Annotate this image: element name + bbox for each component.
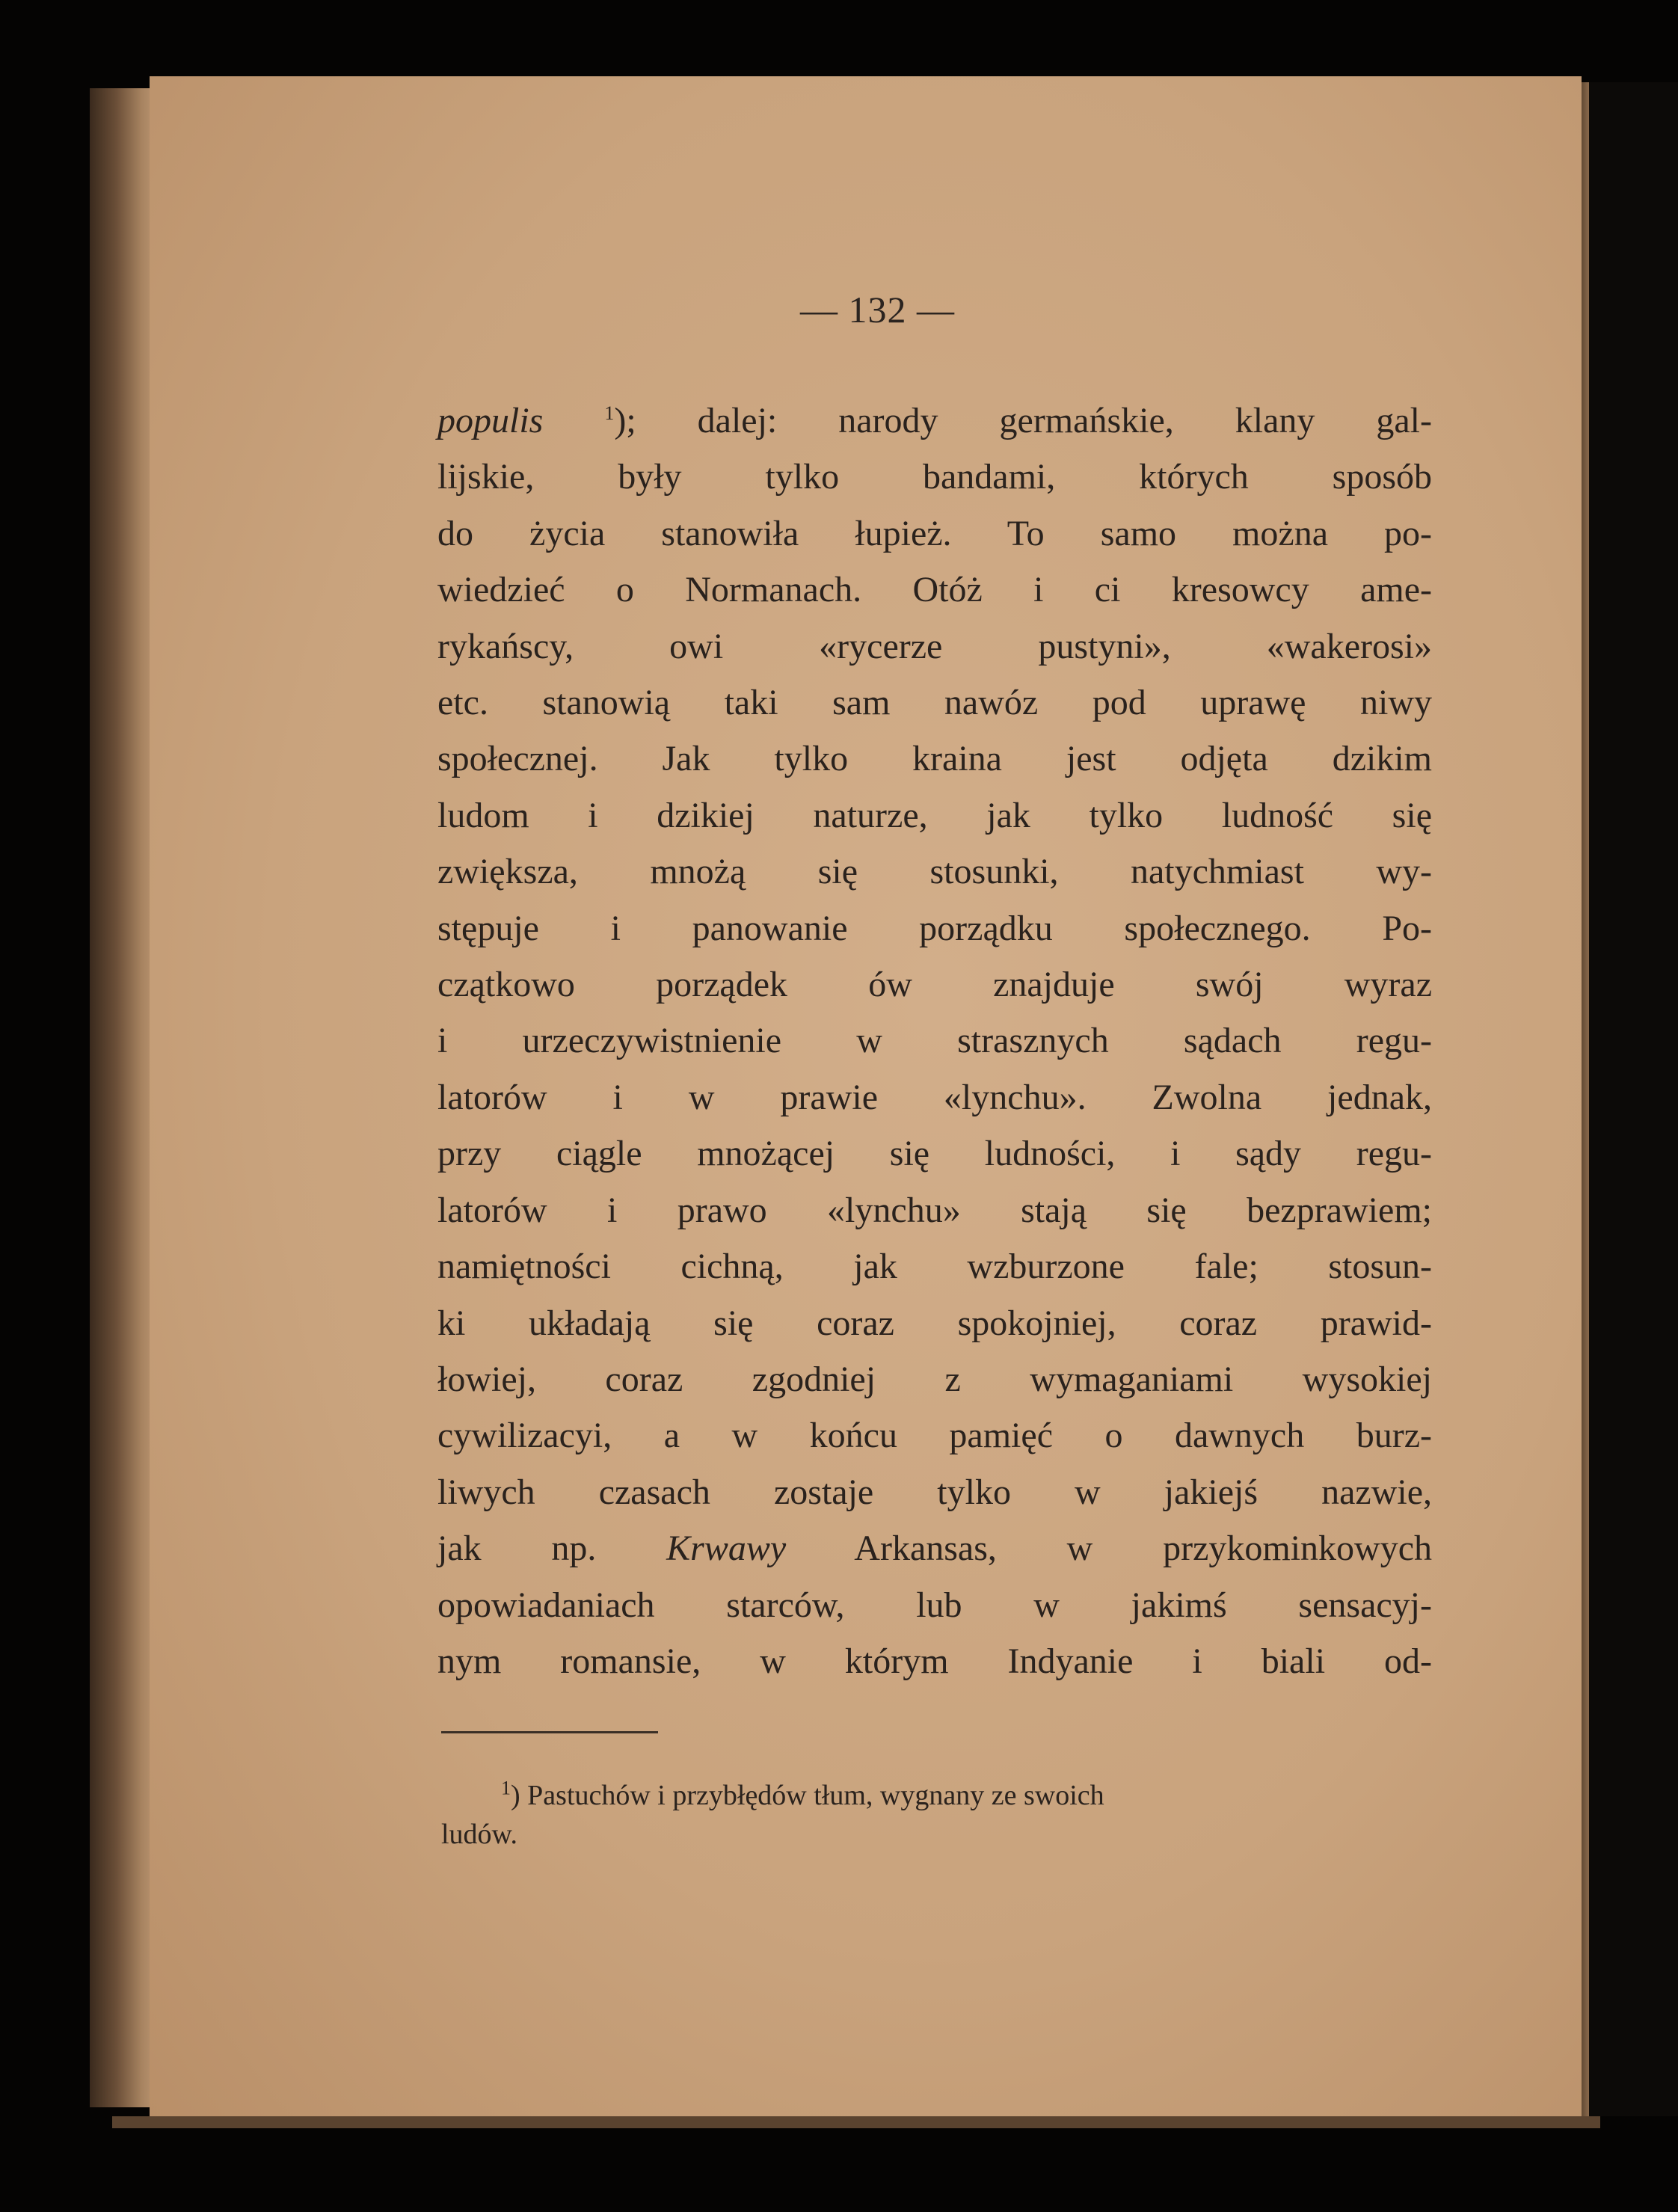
- text-line: jak np. Krwawy Arkansas, w przykominkowych: [437, 1529, 1433, 1569]
- text-line: latorów i prawo «lynchu» stają się bezprawiem;: [437, 1190, 1432, 1230]
- footnote-line: $^1$) Pastuchów i przybłędów tłum, wygnany ze swoich: [501, 1777, 1104, 1811]
- footnote-rule: [441, 1731, 658, 1733]
- body-text: [437, 393, 1432, 1689]
- text-line: liwych czasach zostaje tylko w jakiejś nazwie,: [437, 1472, 1432, 1512]
- text-line: społecznej. Jak tylko kraina jest odjęta dzikim: [437, 739, 1432, 779]
- footnote: [441, 1776, 1436, 1854]
- text-line: stępuje i panowanie porządku społecznego. Po-: [437, 908, 1432, 948]
- text-line: opowiadaniach starców, lub w jakimś sensacyj-: [437, 1585, 1432, 1625]
- footnote-marker: 1: [501, 1777, 511, 1799]
- text-line: cywilizacyi, a w końcu pamięć o dawnych burz-: [437, 1416, 1432, 1456]
- page-number: — 132 —: [800, 289, 955, 331]
- adjacent-page: [1589, 82, 1678, 2116]
- text-line: latorów i w prawie «lynchu». Zwolna jednak,: [437, 1077, 1432, 1117]
- text-line: i urzeczywistnienie w strasznych sądach regu-: [437, 1021, 1432, 1061]
- text-line: rykańscy, owi «rycerze pustyni», «wakerosi»: [437, 626, 1432, 666]
- text-line: łowiej, coraz zgodniej z wymaganiami wysokiej: [437, 1359, 1432, 1399]
- text-line: nym romansie, w którym Indyanie i biali od-: [437, 1641, 1432, 1681]
- text-line: populis $^1$); dalej: narody germańskie, klany gal-: [437, 401, 1432, 440]
- text-line: etc. stanowią taki sam nawóz pod uprawę niwy: [437, 683, 1432, 723]
- text-line: zwiększa, mnożą się stosunki, natychmiast wy-: [437, 852, 1432, 892]
- text-line: lijskie, były tylko bandami, których sposób: [437, 457, 1432, 497]
- text-line: namiętności cichną, jak wzburzone fale; stosun-: [437, 1247, 1432, 1287]
- text-line: czątkowo porządek ów znajduje swój wyraz: [437, 965, 1432, 1005]
- text-line: ludom i dzikiej naturze, jak tylko ludność się: [437, 795, 1432, 835]
- text-line: wiedzieć o Normanach. Otóż i ci kresowcy ame-: [437, 570, 1432, 610]
- text-line: do życia stanowiła łupież. To samo można po-: [437, 513, 1432, 553]
- page-bottom-edge: [112, 2116, 1600, 2128]
- text-line: przy ciągle mnożącej się ludności, i sądy regu-: [437, 1134, 1432, 1174]
- text-line: ki układają się coraz spokojniej, coraz prawid-: [437, 1303, 1432, 1343]
- footnote-line: ludów.: [441, 1819, 518, 1850]
